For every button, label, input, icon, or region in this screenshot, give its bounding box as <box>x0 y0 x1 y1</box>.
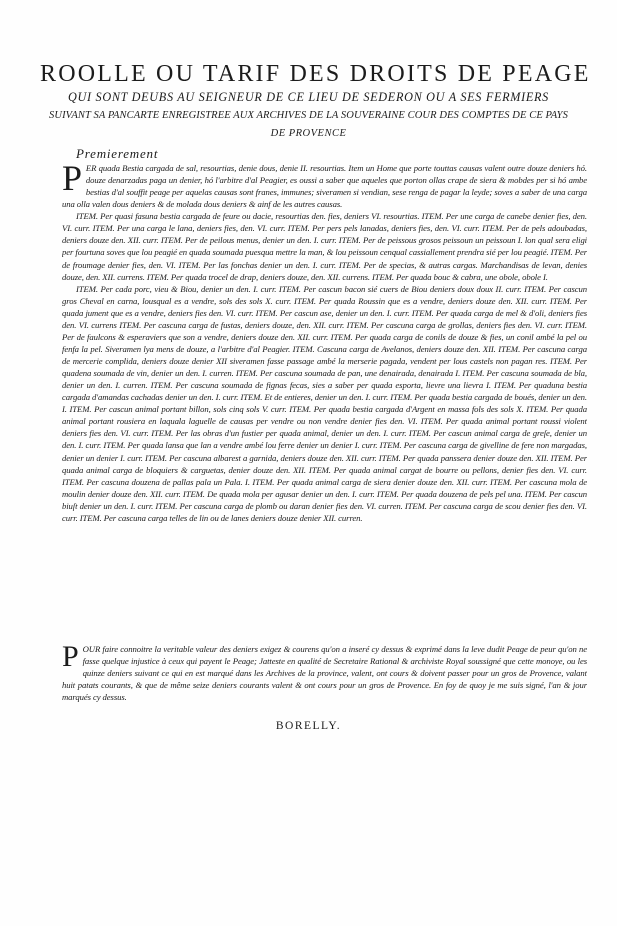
certification-section <box>62 643 587 715</box>
tariff-paragraph-1 <box>62 162 587 210</box>
document-subtitle-line3: DE PROVENCE <box>270 128 347 139</box>
document-subtitle-line2: SUIVANT SA PANCARTE ENREGISTREE AUX ARCHIVES DE LA SOUVERAINE COUR DES COMPTES DE CE PAYS <box>49 110 568 121</box>
tariff-paragraph-1-text: ER quada Bestia cargada de sal, resourtias, denie dous, denie II. resourtias. Item un Home que porte touttas causas valent outre douze deniers hó. douze denarzadas paga un denier, hó l'arbitre d'al Peagier, es oussi a saber que aqueles que porton ollas crape de siera & mobdes per si hó ambe bestias d'al souffit peage per aquelas causas sont franes, immunes; siveramen si vendian, sese renga de pagar la leyde; soves a saber de una carga una olla valen dous deniers & de molada dous deniers & ainf de les autres causas. <box>62 163 587 210</box>
closing-drop-cap-letter: P <box>62 643 79 673</box>
section-heading: Premierement <box>76 146 159 161</box>
document-title: ROOLLE OU TARIF DES DROITS DE PEAGE <box>40 61 591 87</box>
certification-paragraph <box>62 643 587 703</box>
document-subtitle-line1: QUI SONT DEUBS AU SEIGNEUR DE CE LIEU DE SEDERON OU A SES FERMIERS <box>68 90 549 104</box>
tariff-paragraph-3: ITEM. Per cada porc, vieu & Biou, denier un den. I. curr. ITEM. Per cascun bacon sié cuers de Biou deniers doux doux II. curr. ITEM. Per cascun gros Cheval en carna, lousqual es a vendre, sols des sols X. curr. ITEM. Per quada Roussin que es a vendre, deniers douze den. XII. curr. ITEM. Per quada jument que es a vendre, deniers fies den. VI. curr. ITEM. Per cascun ase, denier un den. I. curr. ITEM. Per quada carga de mel & d'oli, deniers fies den. VI. currens ITEM. Per cascuna carga de fustas, deniers douze, den. XII. curr. ITEM. Per cascuna carga de grollas, deniers fies den. VI. curr. ITEM. Per de faulcons & esperaviers que son a vendre, deniers douze den. XII. curr. ITEM. Per quada carga de conils de douze & fies, un conil ambé la pel ou fenfa la pel. Siveramen lya mens de douze, a l'arbitre d'al Peagier. ITEM. Cascuna carga de Avelanos, deniers douze den. XII. ITEM. Per cascuna carga de mercerie complida, deniers douze denier XII siveramen fasse passage ambé la merserie pagada, vendent per lous castels non pagan res. ITEM. Per quadena soumada de vin, denier un den. I. curren. ITEM. Per cascuna soumada de pan, une denairada, denairada I. ITEM. Per cascuna soumada de bla, denier un den. I. curren. ITEM. Per cascuna soumada de fignas fecas, sies a saber per quada esporta, lievre una lievra I. ITEM. Per quaduna bestia cargada d'amandas cachadas denier un den. I. curr. ITEM. Et de entieres, denier un den. I. curr. ITEM. Per quada bestia cargada de boués, denier un den. I. ITEM. Per cascun animal portant billon, sols cinq sols V. curr. ITEM. Per quada bestia cargada d'Argent en massa fols des sols X. ITEM. Per quada animal portant rousiera en laquala laguelle de causas per vendre ou non vendre denier fies den. VI. ITEM. Per quada animal portant roussi violent deniers fies den. VI. curr. ITEM. Per las obras d'un fustier per quada animal, denier un den. I. curr. ITEM. Per cascun animal carga de greſe, denier un den. I. curr. ITEM. Per quada lansa que lan a vendre ambé lou ferre denier un denier I. curr. ITEM. Per cascuna carga de givelline de fere non margadas, denier un denier I. curr. ITEM. Per cascuna albarest a garnida, deniers douze den. XII. curr. ITEM. Per quada panssera denier douze den. XII. ITEM. Per quada animal carga de bloquiers & carguetas, denier douze den. XII. ITEM. Per quada animal cargat de bourre ou pellons, denier fies den. VI. curr. ITEM. Per cascuna douzena de pallas pala un Pala. I. ITEM. Per quada animal carga de siera denier douze den. XII. curr. ITEM. Per cascuna mola de moulin denier douze den. XII. curr. ITEM. De quada mola per agusar denier un den. I. curr. ITEM. Per quada douzena de pels pel una. ITEM. Per cascun biuſt denier un den. I. curr. ITEM. Per cascuna carga de plomb ou daran denier fies den. VI. curren. ITEM. Per cascuna carga de scou denier fies den. VI. curr. ITEM. Per cascuna carga telles de lin ou de lanes deniers douze denier XII. curren. <box>62 283 587 523</box>
tariff-paragraph-2: ITEM. Per quasi fasuna bestia cargada de feure ou dacie, resourtias den. fies, deniers VI. resourtias. ITEM. Per une carga de canebe denier fies, den. VI. curr. ITEM. Per una carga le lana, deniers fies, den. VI. curr. ITEM. Per pers pels lanadas, deniers fies, den. VI. curr. ITEM. Per de pels adoubadas, deniers douze den. XII. curr. ITEM. Per de peilous menus, denier un den. I. curr. ITEM. Per de peissous grosos peissoun un peissoun I. lon qual sera eligi per fourtuna soves que lou peagié en quada soumada puesqua mettre la man, & lou peissoun cenqual cassiallement prendra sié per lou peagié. ITEM. Per de froumage denier fies, den. VI. ITEM. Per las fonchas denier un den. I. curr. ITEM. Per de specias, & autras cargas. Marchandisas de levan, denies douze, den. XII. currens. ITEM. Per quada trocel de drap, deniers douze, den. XII. currens. ITEM. Per quada bouc & cabra, une obole, obole I. <box>62 211 587 282</box>
signature: BORELLY. <box>275 720 342 732</box>
tariff-body <box>62 162 587 594</box>
certification-paragraph-text: OUR faire connoitre la veritable valeur des deniers exigez & courens qu'on a inseré cy dessus & exprimé dans la leve dudit Peage de peur qu'on ne fasse quelque injustice à ceux qui payent le Peage; Jatteste en qualité de Secretaire Rational & archiviste Royal soussigné que cette monoye, ou les quinze deniers suivant ce qui en est marqué dans les Archives de la province, valent, ont cours & doivent passer pour un gros de Provence, valant huit patats courants, & que de même seize deniers courants valent & ont cours pour un gros de Provence. En foy de quoy je me suis signé, l'an & jour marqués cy dessus. <box>62 644 587 703</box>
drop-cap-letter: P <box>62 162 82 198</box>
